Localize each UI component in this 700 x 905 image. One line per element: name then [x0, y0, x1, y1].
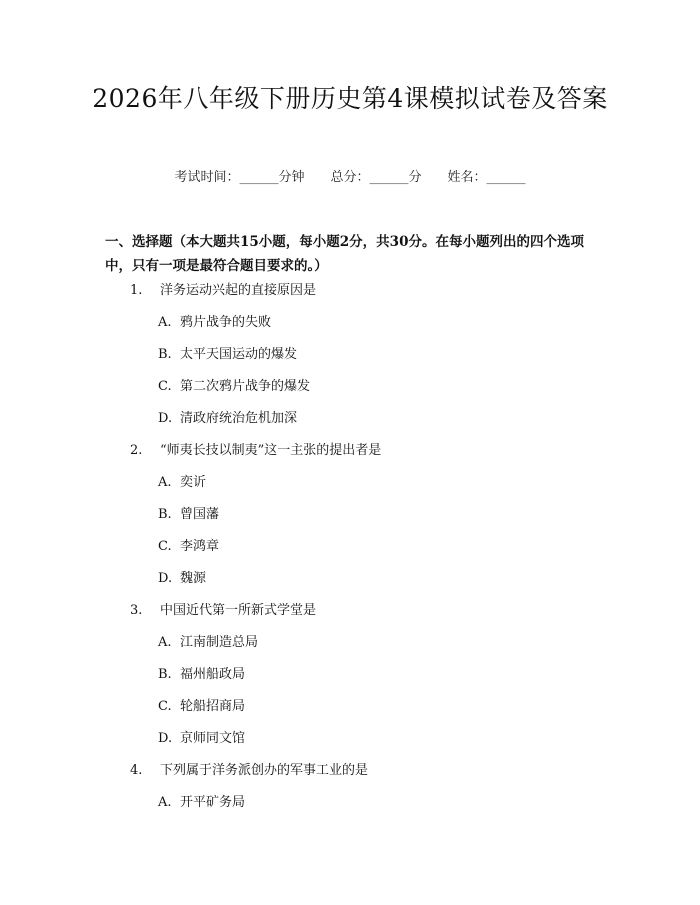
- question-2: [130, 441, 381, 461]
- option-text: 开平矿务局: [180, 795, 246, 810]
- section-heading: 一、选择题（本大题共15小题，每小题2分，共30分。在每小题列出的四个选项中，只有一项是最符合题目要求的。）: [105, 234, 584, 274]
- option-letter: B.: [158, 347, 172, 362]
- question-text: 洋务运动兴起的直接原因是: [160, 283, 317, 298]
- option-letter: C.: [158, 379, 172, 394]
- option-letter: D.: [158, 411, 173, 426]
- question-1: [130, 281, 316, 301]
- question-3: [130, 601, 316, 621]
- option-letter: A.: [158, 315, 172, 330]
- option-letter: B.: [158, 667, 172, 682]
- option-text: 清政府统治危机加深: [180, 411, 298, 426]
- option-letter: C.: [158, 699, 172, 714]
- option-letter: B.: [158, 507, 172, 522]
- option-letter: A.: [158, 475, 172, 490]
- question-2-option-b: [158, 505, 219, 525]
- option-text: 魏源: [180, 571, 207, 586]
- question-3-option-d: [158, 729, 245, 749]
- exam-meta: [0, 168, 700, 188]
- option-letter: C.: [158, 539, 172, 554]
- name-field: 姓名：______: [447, 170, 526, 185]
- question-2-option-a: [158, 473, 206, 493]
- time-field: 考试时间：______分钟: [174, 170, 305, 185]
- question-text: 下列属于洋务派创办的军事工业的是: [160, 763, 369, 778]
- option-letter: A.: [158, 795, 172, 810]
- question-1-option-b: [158, 345, 297, 365]
- option-text: 福州船政局: [180, 667, 246, 682]
- option-text: 奕䜣: [180, 475, 207, 490]
- question-1-option-c: [158, 377, 310, 397]
- option-text: 鸦片战争的失败: [180, 315, 272, 330]
- option-letter: A.: [158, 635, 172, 650]
- option-text: 李鸿章: [180, 539, 220, 554]
- question-number: 3.: [130, 603, 143, 618]
- question-3-option-c: [158, 697, 245, 717]
- question-text: 中国近代第一所新式学堂是: [160, 603, 317, 618]
- question-number: 4.: [130, 763, 143, 778]
- option-letter: D.: [158, 571, 173, 586]
- exam-title: 2026年八年级下册历史第4课模拟试卷及答案: [92, 84, 608, 113]
- score-field: 总分：______分: [330, 170, 422, 185]
- option-text: 第二次鸦片战争的爆发: [180, 379, 311, 394]
- question-2-option-c: [158, 537, 219, 557]
- question-text: “师夷长技以制夷”这一主张的提出者是: [160, 443, 382, 458]
- question-number: 2.: [130, 443, 143, 458]
- question-1-option-a: [158, 313, 271, 333]
- question-number: 1.: [130, 283, 143, 298]
- option-text: 曾国藩: [180, 507, 220, 522]
- option-text: 京师同文馆: [180, 731, 246, 746]
- question-1-option-d: [158, 409, 297, 429]
- question-2-option-d: [158, 569, 206, 589]
- question-3-option-a: [158, 633, 258, 653]
- question-4: [130, 761, 368, 781]
- option-letter: D.: [158, 731, 173, 746]
- question-3-option-b: [158, 665, 245, 685]
- option-text: 江南制造总局: [180, 635, 259, 650]
- option-text: 轮船招商局: [180, 699, 246, 714]
- option-text: 太平天国运动的爆发: [180, 347, 298, 362]
- question-4-option-a: [158, 793, 245, 813]
